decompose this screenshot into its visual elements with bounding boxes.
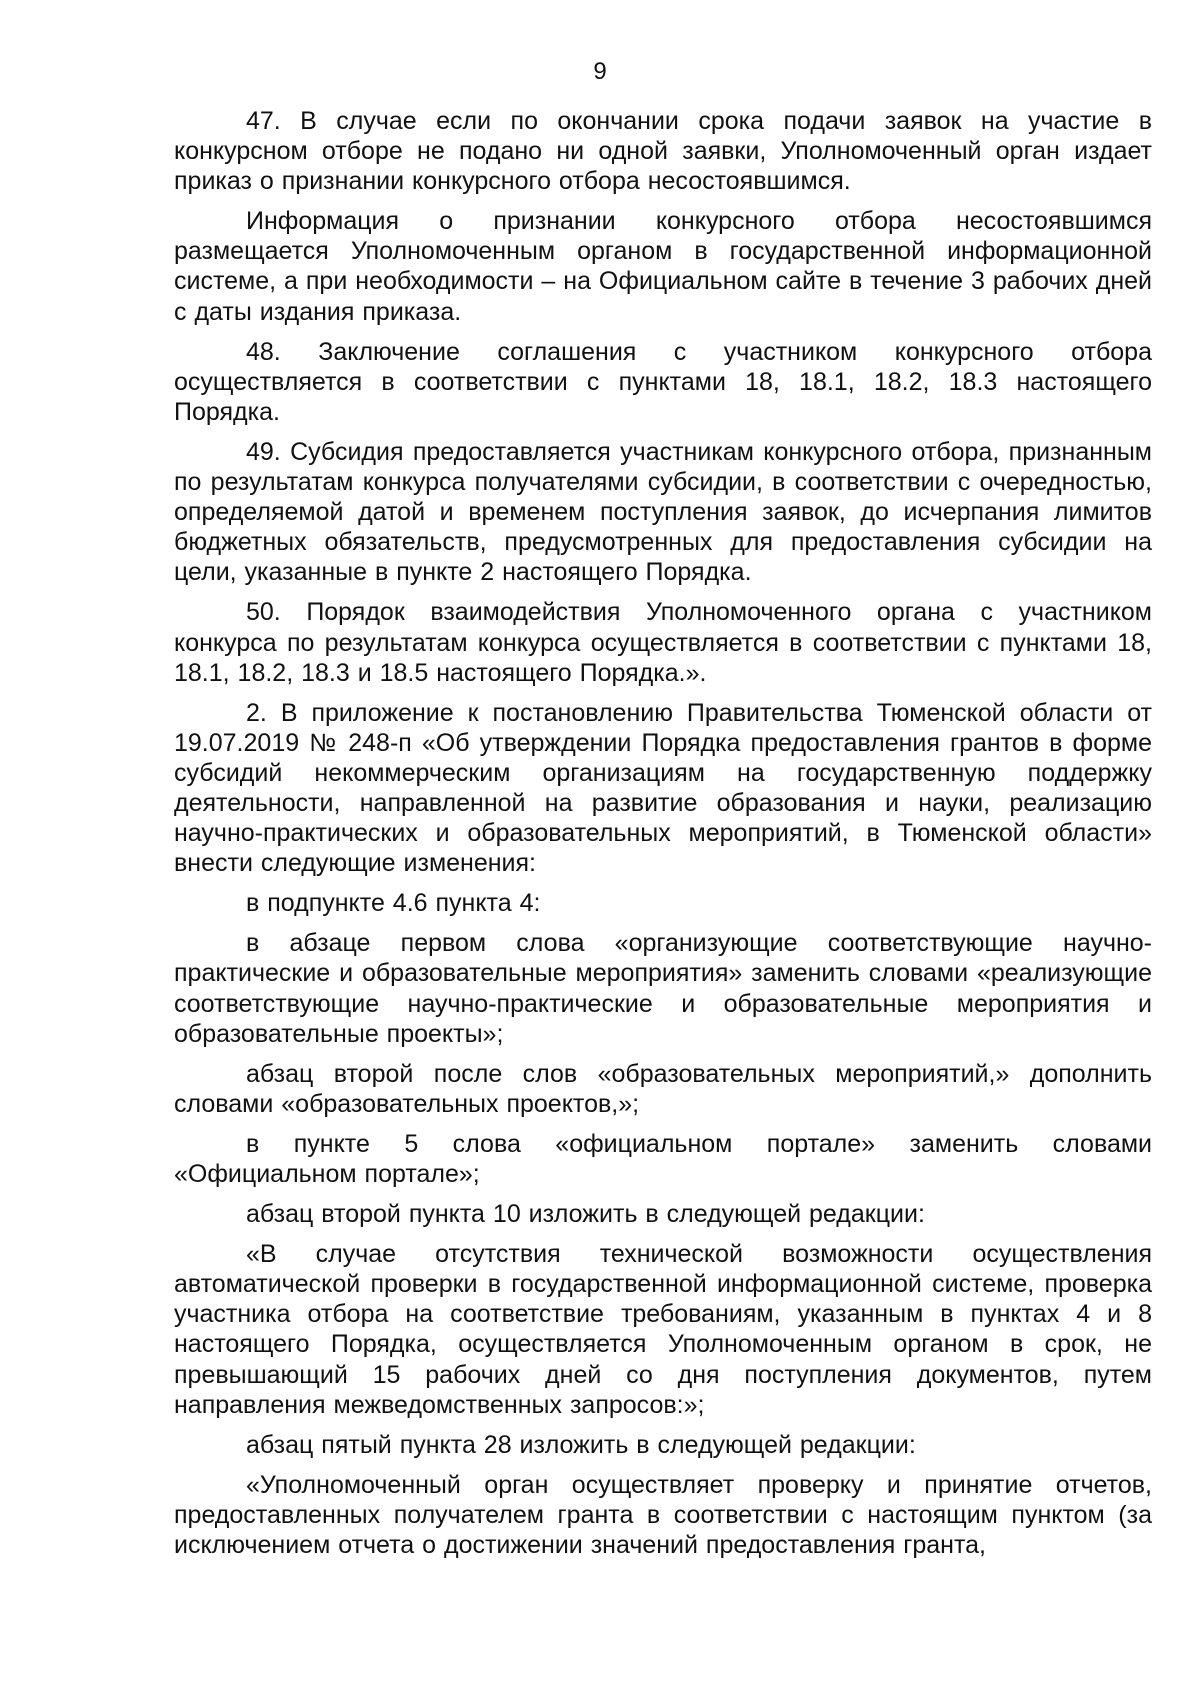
- paragraph-point-10-text: «В случае отсутствия технической возможности осуществления автоматической проверки в государственной информационной системе, проверка участника отбора на соответствие требованиям, указанным в пунктах 4 и 8 настоящего Порядка, осуществляется Уполномоченным органом в срок, не превышающий 15 рабочих дней со дня поступления документов, путем направления межведомственных запросов:»;: [174, 1240, 1152, 1419]
- paragraph-48: 48. Заключение соглашения с участником конкурсного отбора осуществляется в соответствии с пунктами 18, 18.1, 18.2, 18.3 настоящего Порядка.: [174, 337, 1152, 426]
- paragraph-section-2: 2. В приложение к постановлению Правительства Тюменской области от 19.07.2019 № 248-п «Об утверждении Порядка предоставления грантов в форме субсидий некоммерческим организациям на государственную поддержку деятельности, направленной на развитие образования и науки, реализацию научно-практических и образовательных мероприятий, в Тюменской области» внести следующие изменения:: [174, 698, 1152, 878]
- paragraph-abzac-second: абзац второй после слов «образовательных мероприятий,» дополнить словами «образовательных проектов,»;: [174, 1059, 1152, 1118]
- document-body: [174, 106, 1152, 1570]
- paragraph-subpoint-4-6: в подпункте 4.6 пункта 4:: [246, 889, 541, 918]
- paragraph-49: 49. Субсидия предоставляется участникам конкурсного отбора, признанным по результатам конкурса получателями субсидии, в соответствии с очередностью, определяемой датой и временем поступления заявок, до исчерпания лимитов бюджетных обязательств, предусмотренных для предоставления субсидии на цели, указанные в пункте 2 настоящего Порядка.: [174, 437, 1152, 587]
- paragraph-50: 50. Порядок взаимодействия Уполномоченного органа с участником конкурса по результатам конкурса осуществляется в соответствии с пунктами 18, 18.1, 18.2, 18.3 и 18.5 настоящего Порядка.».: [174, 598, 1152, 687]
- paragraph-point-5: в пункте 5 слова «официальном портале» заменить словами «Официальном портале»;: [174, 1129, 1152, 1188]
- paragraph-point-10-intro: абзац второй пункта 10 изложить в следующей редакции:: [246, 1200, 925, 1229]
- paragraph-47: 47. В случае если по окончании срока подачи заявок на участие в конкурсном отборе не подано ни одной заявки, Уполномоченный орган издает приказ о признании конкурсного отбора несостоявшимся.: [174, 107, 1152, 196]
- page-number: 9: [593, 58, 607, 85]
- paragraph-point-28-intro: абзац пятый пункта 28 изложить в следующей редакции:: [246, 1430, 916, 1459]
- paragraph-abzac-first: в абзаце первом слова «организующие соответствующие научно-практические и образовательные мероприятия» заменить словами «реализующие соответствующие научно-практические и образовательные мероприятия и образовательные проекты»;: [174, 929, 1152, 1048]
- paragraph-47-info: Информация о признании конкурсного отбора несостоявшимся размещается Уполномоченным органом в государственной информационной системе, а при необходимости – на Официальном сайте в течение 3 рабочих дней с даты издания приказа.: [174, 207, 1152, 326]
- paragraph-point-28-text: «Уполномоченный орган осуществляет проверку и принятие отчетов, предоставленных получателем гранта в соответствии с настоящим пунктом (за исключением отчета о достижении значений предоставления гранта,: [174, 1470, 1152, 1560]
